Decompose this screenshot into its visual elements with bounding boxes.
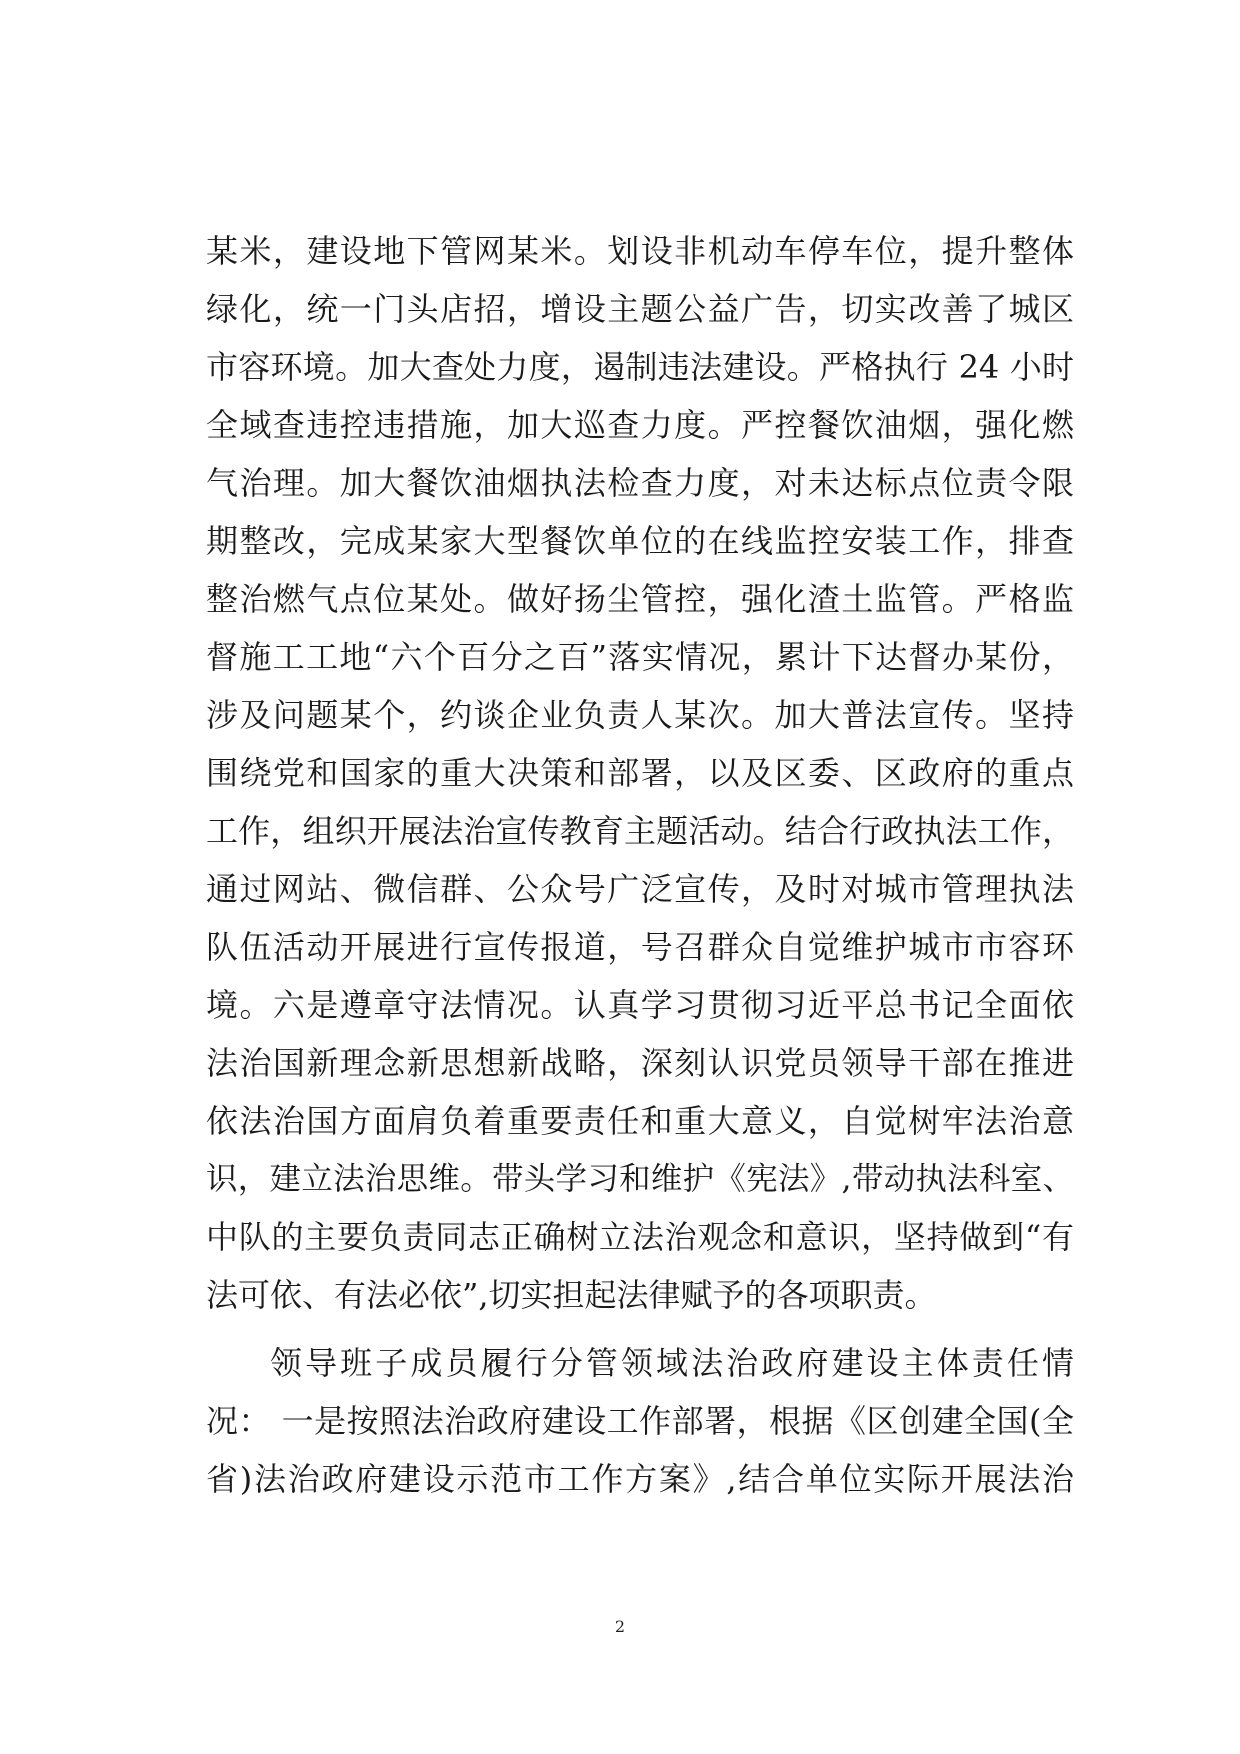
paragraph-1-line-9: 涉及问题某个，约谈企业负责人某次。加大普法宣传。坚持 [206, 696, 1074, 734]
paragraph-1-line-7: 整治燃气点位某处。做好扬尘管控，强化渣土监管。严格监 [206, 580, 1074, 618]
paragraph-1-line-19: 法可依、有法必依”,切实担起法律赋予的各项职责。 [206, 1276, 937, 1314]
paragraph-1-line-13: 队伍活动开展进行宣传报道，号召群众自觉维护城市市容环 [206, 928, 1074, 966]
paragraph-1-line-2: 绿化，统一门头店招，增设主题公益广告，切实改善了城区 [206, 290, 1074, 328]
paragraph-2-line-2: 况： 一是按照法治政府建设工作部署，根据《区创建全国(全 [206, 1402, 1074, 1440]
paragraph-1-line-11: 工作，组织开展法治宣传教育主题活动。结合行政执法工作， [206, 812, 1074, 850]
paragraph-1-line-18: 中队的主要负责同志正确树立法治观念和意识，坚持做到“有 [206, 1218, 1074, 1256]
paragraph-1-line-15: 法治国新理念新思想新战略，深刻认识党员领导干部在推进 [206, 1044, 1074, 1082]
paragraph-1-line-12: 通过网站、微信群、公众号广泛宣传，及时对城市管理执法 [206, 870, 1074, 908]
paragraph-1-line-8: 督施工工地“六个百分之百”落实情况，累计下达督办某份， [206, 638, 1074, 676]
page-number: 2 [614, 1617, 626, 1636]
paragraph-1-line-17: 识，建立法治思维。带头学习和维护《宪法》,带动执法科室、 [206, 1161, 1074, 1197]
paragraph-1-line-14: 境。六是遵章守法情况。认真学习贯彻习近平总书记全面依 [206, 986, 1074, 1024]
paragraph-1-line-1: 某米，建设地下管网某米。划设非机动车停车位，提升整体 [206, 232, 1074, 270]
paragraph-1-line-6: 期整改，完成某家大型餐饮单位的在线监控安装工作，排查 [206, 522, 1074, 560]
paragraph-2-line-1: 领导班子成员履行分管领域法治政府建设主体责任情 [270, 1344, 1074, 1382]
paragraph-1-line-3: 市容环境。加大查处力度，遏制违法建设。严格执行 24 小时 [206, 348, 1074, 386]
paragraph-2-line-3: 省)法治政府建设示范市工作方案》,结合单位实际开展法治 [206, 1460, 1074, 1498]
paragraph-1-line-10: 围绕党和国家的重大决策和部署，以及区委、区政府的重点 [206, 754, 1074, 792]
paragraph-1-line-5: 气治理。加大餐饮油烟执法检查力度，对未达标点位责令限 [206, 464, 1074, 502]
paragraph-1-line-16: 依法治国方面肩负着重要责任和重大意义，自觉树牢法治意 [206, 1102, 1074, 1140]
paragraph-1-line-4: 全域查违控违措施，加大巡查力度。严控餐饮油烟，强化燃 [206, 406, 1074, 444]
